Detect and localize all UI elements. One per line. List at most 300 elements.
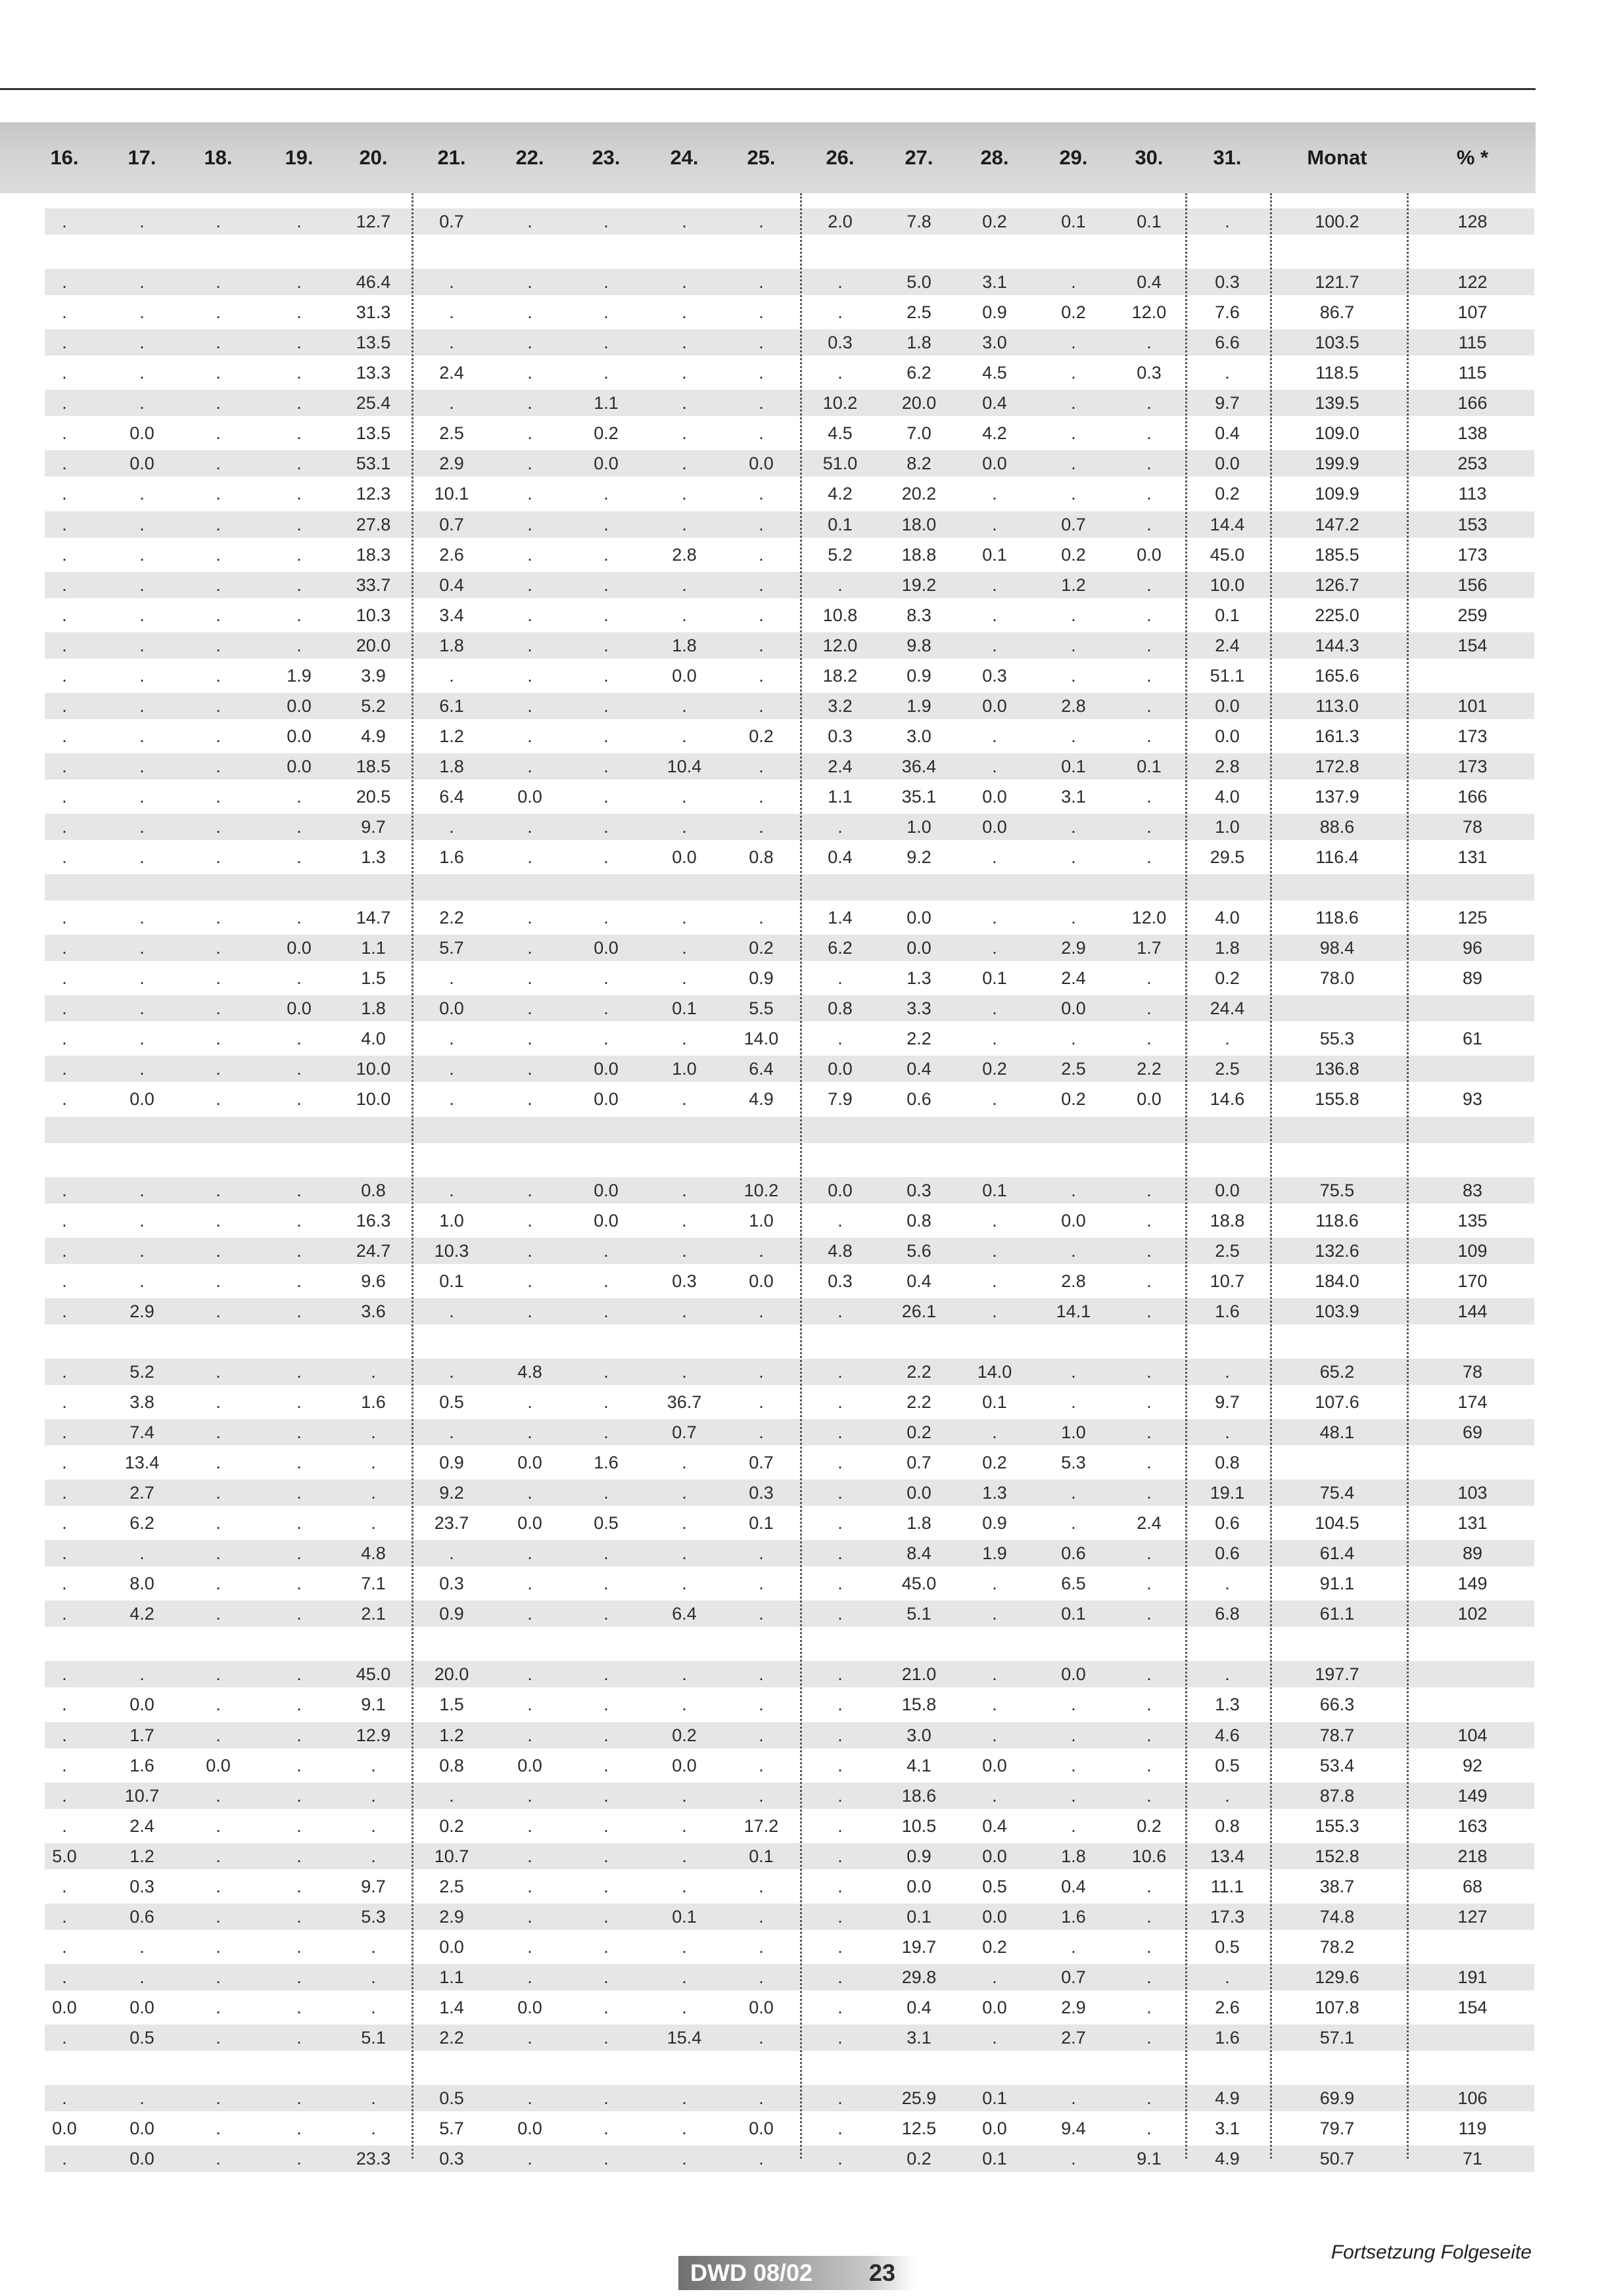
- table-cell: 10.3: [356, 605, 391, 625]
- table-cell: .: [216, 1997, 221, 2017]
- table-cell: 0.0: [749, 1997, 774, 2017]
- table-cell: 0.2: [672, 1725, 697, 1745]
- table-cell: 4.2: [129, 1604, 154, 1624]
- table-cell: 0.9: [982, 1513, 1007, 1534]
- table-cell: .: [216, 333, 221, 353]
- table-cell: .: [1071, 1361, 1076, 1382]
- table-cell: 0.2: [1061, 544, 1086, 565]
- table-cell: .: [603, 574, 609, 595]
- table-cell: 7.0: [906, 423, 931, 444]
- table-cell: .: [216, 1513, 221, 1534]
- table-cell: .: [527, 1785, 532, 1806]
- table-cell: .: [139, 393, 145, 413]
- table-cell: .: [759, 212, 764, 231]
- table-cell: .: [603, 1997, 609, 2017]
- table-cell: .: [216, 454, 221, 474]
- table-cell: 7.4: [129, 1422, 154, 1442]
- table-cell: 0.4: [982, 393, 1007, 413]
- table-cell: 25.9: [901, 2088, 937, 2109]
- table-cell: .: [216, 484, 221, 504]
- table-cell: 10.0: [356, 1059, 391, 1079]
- footer-badge: [678, 2256, 915, 2290]
- table-cell: .: [62, 1180, 67, 1200]
- table-cell: 0.0: [439, 1936, 464, 1957]
- table-cell: .: [62, 484, 67, 504]
- table-cell: 2.5: [1215, 1240, 1240, 1261]
- table-cell: .: [296, 1846, 302, 1866]
- table-cell: .: [759, 1664, 764, 1685]
- table-cell: .: [603, 212, 609, 231]
- table-cell: 131: [1457, 847, 1488, 868]
- table-cell: .: [1071, 847, 1076, 868]
- table-cell: 4.1: [906, 1755, 931, 1775]
- table-cell: .: [992, 726, 997, 746]
- table-cell: .: [62, 514, 67, 534]
- table-cell: 88.6: [1319, 817, 1355, 837]
- table-cell: .: [603, 1664, 609, 1685]
- table-cell: .: [992, 1210, 997, 1230]
- table-cell: 0.4: [828, 847, 853, 868]
- table-cell: 0.9: [906, 1846, 931, 1866]
- table-cell: 53.4: [1319, 1755, 1355, 1775]
- table-cell: .: [1071, 605, 1076, 625]
- table-cell: 3.1: [982, 272, 1007, 293]
- table-cell: .: [603, 1876, 609, 1896]
- table-cell: .: [1146, 1664, 1152, 1685]
- table-cell: .: [1146, 968, 1152, 989]
- table-cell: .: [62, 1876, 67, 1896]
- table-cell: 4.9: [1215, 2088, 1240, 2109]
- table-cell: .: [371, 1816, 376, 1836]
- table-cell: .: [992, 574, 997, 595]
- table-cell: 65.2: [1319, 1361, 1355, 1382]
- table-cell: 0.0: [828, 1059, 853, 1079]
- table-cell: 5.0: [906, 272, 931, 293]
- table-cell: 9.7: [1215, 1392, 1240, 1412]
- table-cell: 31.3: [356, 302, 391, 323]
- table-cell: .: [682, 1846, 687, 1866]
- table-cell: 9.7: [361, 817, 386, 837]
- table-cell: 2.2: [906, 1361, 931, 1382]
- table-cell: 0.0: [594, 1059, 619, 1079]
- table-cell: 15.8: [901, 1695, 937, 1715]
- table-cell: 0.2: [594, 423, 619, 444]
- table-cell: .: [759, 514, 764, 534]
- table-cell: .: [837, 1997, 843, 2017]
- table-cell: 0.0: [982, 1906, 1007, 1927]
- table-cell: 0.7: [439, 212, 464, 231]
- table-cell: .: [62, 1089, 67, 1110]
- continuation-note: Fortsetzung Folgeseite: [1330, 2241, 1532, 2263]
- table-cell: .: [139, 1543, 145, 1564]
- table-cell: .: [216, 1180, 221, 1200]
- table-cell: 74.8: [1319, 1906, 1355, 1927]
- table-cell: 109: [1457, 1240, 1488, 1261]
- table-cell: .: [216, 2149, 221, 2169]
- table-cell: 50.7: [1319, 2149, 1355, 2169]
- table-cell: .: [837, 1967, 843, 1987]
- table-cell: 0.1: [828, 514, 853, 534]
- table-cell: 0.3: [439, 1574, 464, 1594]
- header-cell: 26.: [826, 146, 855, 169]
- table-cell: 36.4: [901, 756, 937, 776]
- table-cell: .: [527, 695, 532, 716]
- table-cell: 2.4: [1137, 1513, 1162, 1534]
- table-cell: 5.0: [52, 1846, 77, 1866]
- table-cell: 2.1: [361, 1604, 386, 1624]
- table-cell: .: [296, 1695, 302, 1715]
- table-cell: .: [527, 1967, 532, 1987]
- table-cell: .: [296, 2028, 302, 2048]
- table-cell: 1.8: [439, 756, 464, 776]
- table-cell: .: [296, 1664, 302, 1685]
- table-cell: .: [139, 1271, 145, 1291]
- table-cell: 18.8: [1210, 1210, 1245, 1230]
- table-cell: 6.4: [749, 1059, 774, 1079]
- table-cell: .: [527, 1029, 532, 1049]
- table-cell: 8.3: [906, 605, 931, 625]
- table-cell: .: [527, 1906, 532, 1927]
- header-cell: Monat: [1307, 146, 1367, 169]
- table-cell: .: [1071, 1029, 1076, 1049]
- table-cell: .: [216, 1543, 221, 1564]
- table-cell: 2.2: [906, 1029, 931, 1049]
- table-cell: 0.0: [517, 786, 542, 807]
- table-cell: .: [603, 514, 609, 534]
- table-cell: 0.2: [1061, 1089, 1086, 1110]
- table-cell: 0.0: [906, 1876, 931, 1896]
- table-cell: .: [837, 1361, 843, 1382]
- table-cell: .: [759, 1543, 764, 1564]
- table-cell: .: [296, 1574, 302, 1594]
- table-cell: .: [603, 1301, 609, 1321]
- table-cell: .: [139, 695, 145, 716]
- table-cell: 1.2: [1061, 574, 1086, 595]
- table-cell: .: [603, 363, 609, 383]
- table-cell: 0.1: [672, 998, 697, 1019]
- table-cell: 0.0: [287, 726, 312, 746]
- table-cell: .: [62, 1906, 67, 1927]
- table-cell: .: [449, 393, 454, 413]
- table-cell: .: [62, 393, 67, 413]
- table-cell: .: [216, 302, 221, 323]
- header-cell: 16.: [50, 146, 79, 169]
- table-cell: .: [139, 968, 145, 989]
- table-cell: .: [1146, 514, 1152, 534]
- table-cell: 185.5: [1315, 544, 1359, 565]
- table-cell: .: [603, 1967, 609, 1987]
- table-cell: 78.2: [1319, 1936, 1355, 1957]
- table-cell: .: [759, 1361, 764, 1382]
- table-cell: 86.7: [1319, 302, 1355, 323]
- table-cell: 0.0: [594, 454, 619, 474]
- table-cell: .: [527, 2088, 532, 2109]
- table-cell: .: [603, 665, 609, 686]
- table-cell: .: [1146, 1755, 1152, 1775]
- table-cell: .: [837, 1574, 843, 1594]
- table-cell: .: [62, 1785, 67, 1806]
- table-cell: 103.9: [1315, 1301, 1359, 1321]
- table-cell: 1.0: [672, 1059, 697, 1079]
- table-cell: 1.8: [439, 635, 464, 655]
- table-cell: .: [296, 1906, 302, 1927]
- table-cell: .: [62, 1664, 67, 1685]
- table-cell: 155.3: [1315, 1816, 1359, 1836]
- table-cell: .: [527, 605, 532, 625]
- table-cell: 6.8: [1215, 1604, 1240, 1624]
- table-cell: .: [759, 302, 764, 323]
- table-cell: 0.6: [1061, 1543, 1086, 1564]
- table-cell: 197.7: [1315, 1664, 1359, 1685]
- table-cell: .: [1225, 1664, 1230, 1685]
- table-cell: 154: [1457, 1997, 1488, 2017]
- table-cell: .: [62, 333, 67, 353]
- table-cell: 12.0: [1131, 908, 1167, 928]
- table-cell: 5.1: [906, 1604, 931, 1624]
- table-cell: 27.8: [356, 514, 391, 534]
- table-cell: .: [682, 1967, 687, 1987]
- table-cell: .: [603, 635, 609, 655]
- table-cell: .: [216, 1664, 221, 1685]
- table-cell: 1.8: [906, 1513, 931, 1534]
- table-cell: 163: [1457, 1816, 1488, 1836]
- table-cell: 107: [1457, 302, 1488, 323]
- table-cell: .: [62, 938, 67, 958]
- table-cell: 128: [1457, 212, 1488, 231]
- table-cell: 0.4: [439, 574, 464, 595]
- table-cell: 5.1: [361, 2028, 386, 2048]
- table-cell: 3.0: [982, 333, 1007, 353]
- table-cell: .: [527, 1574, 532, 1594]
- table-cell: 91.1: [1319, 1574, 1355, 1594]
- table-cell: 93: [1462, 1089, 1483, 1110]
- table-cell: 0.0: [517, 1513, 542, 1534]
- table-cell: .: [837, 968, 843, 989]
- table-cell: .: [139, 302, 145, 323]
- table-cell: .: [296, 1513, 302, 1534]
- table-cell: 144: [1457, 1301, 1488, 1321]
- table-cell: .: [527, 756, 532, 776]
- table-cell: .: [759, 2149, 764, 2169]
- table-cell: 0.6: [129, 1906, 154, 1927]
- table-cell: .: [62, 1210, 67, 1230]
- table-cell: .: [603, 302, 609, 323]
- table-cell: .: [216, 1695, 221, 1715]
- table-cell: .: [603, 756, 609, 776]
- table-cell: 1.8: [906, 333, 931, 353]
- table-cell: .: [449, 665, 454, 686]
- table-cell: .: [1071, 484, 1076, 504]
- table-cell: 152.8: [1315, 1846, 1359, 1866]
- table-cell: .: [296, 1210, 302, 1230]
- table-cell: 0.3: [672, 1271, 697, 1291]
- table-cell: .: [1071, 2088, 1076, 2109]
- table-cell: 109.9: [1315, 484, 1359, 504]
- table-cell: .: [371, 1513, 376, 1534]
- table-cell: 61.4: [1319, 1543, 1355, 1564]
- table-cell: .: [62, 908, 67, 928]
- table-cell: 0.0: [982, 695, 1007, 716]
- table-cell: 9.2: [906, 847, 931, 868]
- table-cell: .: [527, 1059, 532, 1079]
- table-cell: 0.0: [828, 1180, 853, 1200]
- table-cell: 18.5: [356, 756, 391, 776]
- table-cell: 83: [1462, 1180, 1483, 1200]
- table-cell: .: [216, 514, 221, 534]
- table-cell: .: [682, 454, 687, 474]
- table-cell: 5.3: [361, 1906, 386, 1927]
- table-cell: 1.6: [1215, 1301, 1240, 1321]
- table-cell: 1.3: [982, 1483, 1007, 1503]
- table-cell: .: [1146, 393, 1152, 413]
- table-cell: .: [216, 1846, 221, 1866]
- table-cell: .: [759, 272, 764, 293]
- table-cell: 13.5: [356, 333, 391, 353]
- table-cell: 0.0: [1215, 1180, 1240, 1200]
- table-cell: 147.2: [1315, 514, 1359, 534]
- table-cell: 5.2: [129, 1361, 154, 1382]
- table-cell: 78.0: [1319, 968, 1355, 989]
- table-cell: .: [62, 1936, 67, 1957]
- table-cell: .: [216, 2028, 221, 2048]
- table-cell: .: [837, 2028, 843, 2048]
- table-cell: 2.9: [129, 1301, 154, 1321]
- table-cell: .: [992, 938, 997, 958]
- table-cell: 109.0: [1315, 423, 1359, 444]
- table-cell: .: [216, 817, 221, 837]
- table-cell: .: [527, 1664, 532, 1685]
- table-cell: 69.9: [1319, 2088, 1355, 2109]
- table-cell: .: [62, 605, 67, 625]
- table-cell: 48.1: [1319, 1422, 1355, 1442]
- table-cell: .: [296, 1876, 302, 1896]
- table-cell: 113: [1458, 484, 1487, 504]
- table-cell: .: [603, 1936, 609, 1957]
- table-cell: 0.0: [52, 1997, 77, 2017]
- table-cell: .: [992, 1785, 997, 1806]
- table-cell: .: [62, 544, 67, 565]
- table-cell: .: [992, 484, 997, 504]
- table-cell: 0.1: [672, 1906, 697, 1927]
- table-cell: 5.6: [906, 1240, 931, 1261]
- table-cell: 36.7: [667, 1392, 702, 1412]
- table-cell: .: [296, 1936, 302, 1957]
- table-cell: .: [992, 1664, 997, 1685]
- table-cell: .: [62, 1725, 67, 1745]
- table-cell: 173: [1457, 726, 1488, 746]
- table-cell: 2.9: [439, 454, 464, 474]
- table-cell: .: [449, 1180, 454, 1200]
- table-cell: 10.7: [434, 1846, 469, 1866]
- table-cell: .: [1146, 2028, 1152, 2048]
- table-cell: .: [371, 1936, 376, 1957]
- table-cell: .: [527, 1936, 532, 1957]
- table-cell: 10.5: [901, 1816, 937, 1836]
- table-cell: 12.0: [1131, 302, 1167, 323]
- table-cell: .: [837, 1483, 843, 1503]
- table-cell: .: [527, 574, 532, 595]
- table-cell: .: [603, 2088, 609, 2109]
- table-cell: .: [296, 1543, 302, 1564]
- table-cell: 6.4: [439, 786, 464, 807]
- table-cell: .: [527, 1422, 532, 1442]
- table-cell: 4.6: [1215, 1725, 1240, 1745]
- table-cell: .: [837, 1513, 843, 1534]
- table-cell: 20.2: [901, 484, 937, 504]
- table-cell: .: [62, 786, 67, 807]
- table-cell: 5.2: [361, 695, 386, 716]
- table-cell: 173: [1457, 756, 1488, 776]
- table-cell: .: [216, 1361, 221, 1382]
- table-cell: 0.0: [594, 1180, 619, 1200]
- table-cell: .: [1146, 1997, 1152, 2017]
- table-cell: 0.6: [1215, 1513, 1240, 1534]
- table-cell: 0.1: [1061, 756, 1086, 776]
- table-cell: .: [603, 1906, 609, 1927]
- table-cell: 0.9: [439, 1453, 464, 1473]
- table-cell: .: [759, 1967, 764, 1987]
- table-cell: 0.1: [982, 1180, 1007, 1200]
- table-cell: .: [1225, 212, 1230, 231]
- table-cell: .: [682, 1210, 687, 1230]
- column-divider: [1407, 193, 1409, 2159]
- table-cell: 1.3: [1215, 1695, 1240, 1715]
- table-cell: .: [992, 1029, 997, 1049]
- top-rule: [0, 88, 1536, 90]
- table-cell: 0.7: [749, 1453, 774, 1473]
- table-cell: 18.6: [901, 1785, 937, 1806]
- table-cell: 0.7: [439, 514, 464, 534]
- table-cell: .: [216, 1936, 221, 1957]
- table-cell: .: [1146, 1906, 1152, 1927]
- table-cell: .: [1146, 1301, 1152, 1321]
- table-cell: 0.4: [906, 1059, 931, 1079]
- table-cell: .: [837, 1392, 843, 1412]
- header-cell: 30.: [1135, 146, 1164, 169]
- table-cell: .: [1146, 1422, 1152, 1442]
- table-cell: .: [62, 1240, 67, 1261]
- table-cell: 3.9: [361, 665, 386, 686]
- table-cell: 6.4: [672, 1604, 697, 1624]
- table-cell: 129.6: [1315, 1967, 1359, 1987]
- table-cell: .: [682, 908, 687, 928]
- table-cell: 3.1: [1061, 786, 1086, 807]
- table-cell: 8.2: [906, 454, 931, 474]
- table-cell: 144.3: [1315, 635, 1359, 655]
- table-cell: .: [1146, 1543, 1152, 1564]
- table-cell: 0.0: [129, 423, 154, 444]
- table-cell: .: [216, 574, 221, 595]
- table-cell: .: [759, 695, 764, 716]
- table-cell: .: [682, 1785, 687, 1806]
- table-cell: .: [1071, 1483, 1076, 1503]
- table-cell: 0.0: [1215, 695, 1240, 716]
- table-cell: .: [449, 1785, 454, 1806]
- table-cell: .: [603, 1392, 609, 1412]
- table-cell: .: [837, 574, 843, 595]
- table-cell: 0.9: [439, 1604, 464, 1624]
- table-cell: 1.9: [287, 665, 312, 686]
- table-cell: .: [837, 272, 843, 293]
- table-cell: 0.0: [982, 786, 1007, 807]
- table-cell: 0.7: [1061, 1967, 1086, 1987]
- table-cell: .: [1146, 333, 1152, 353]
- table-cell: .: [759, 665, 764, 686]
- table-cell: .: [139, 272, 145, 293]
- table-cell: .: [837, 1725, 843, 1745]
- table-cell: .: [682, 1483, 687, 1503]
- table-cell: .: [216, 2088, 221, 2109]
